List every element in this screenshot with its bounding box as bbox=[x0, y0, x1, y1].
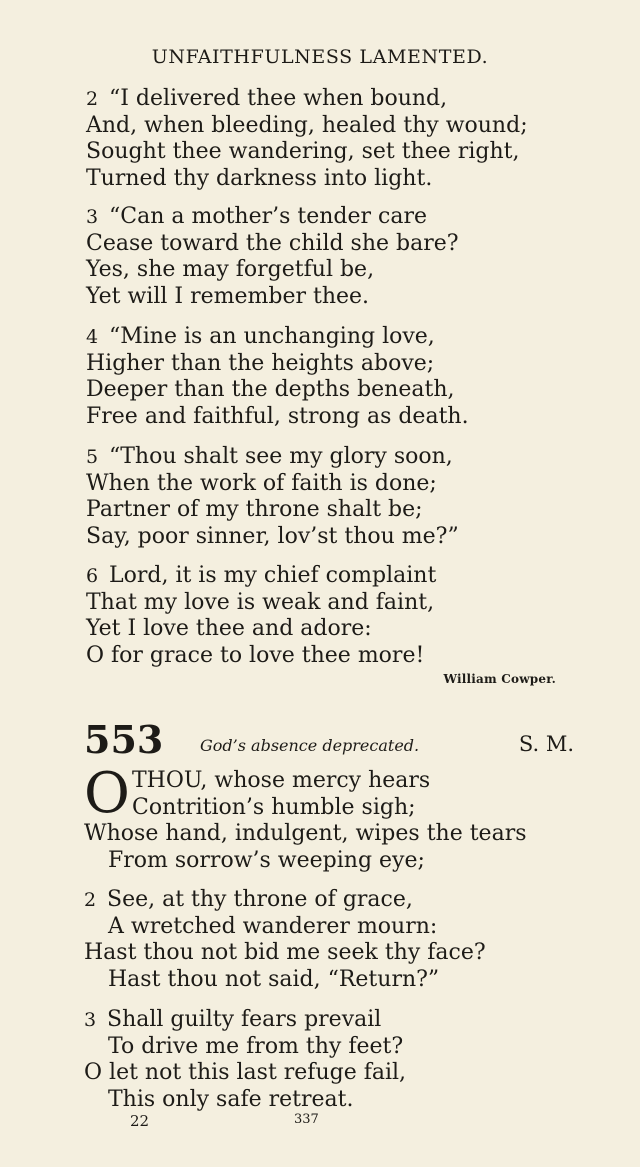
stanza-line: 5 “Thou shalt see my glory soon, bbox=[86, 444, 453, 469]
stanza-line: 2 See, at thy throne of grace, bbox=[84, 887, 413, 912]
stanza-line: This only safe retreat. bbox=[108, 1086, 354, 1112]
hymn-subject: God’s absence deprecated. bbox=[200, 736, 420, 755]
stanza-line: Say, poor sinner, lov’st thou me?” bbox=[86, 523, 459, 549]
stanza-number: 3 bbox=[86, 206, 99, 228]
stanza-6 bbox=[86, 563, 586, 669]
stanza-4 bbox=[86, 324, 586, 430]
stanza-number: 2 bbox=[84, 889, 97, 911]
stanza-line: To drive me from thy feet? bbox=[108, 1033, 404, 1059]
signature-mark: 22 bbox=[130, 1112, 150, 1130]
page-number: 337 bbox=[294, 1112, 319, 1127]
stanza-line: Partner of my throne shalt be; bbox=[86, 497, 423, 522]
stanza-number: 5 bbox=[86, 446, 99, 468]
stanza-line: Cease toward the child she bare? bbox=[86, 230, 459, 256]
hymn-number: 553 bbox=[84, 717, 164, 762]
stanza-line: Yes, she may forgetful be, bbox=[86, 257, 375, 282]
stanza-line: O let not this last refuge fail, bbox=[84, 1060, 407, 1085]
stanza-line: Higher than the heights above; bbox=[86, 350, 435, 376]
running-header: UNFAITHFULNESS LAMENTED. bbox=[151, 46, 489, 68]
stanza-line: Yet will I remember thee. bbox=[86, 283, 370, 309]
stanza-line: Contrition’s humble sigh; bbox=[132, 794, 416, 820]
stanza-number: 3 bbox=[84, 1009, 97, 1031]
stanza-line: 4 “Mine is an unchanging love, bbox=[86, 324, 435, 349]
stanza-3 bbox=[86, 204, 586, 310]
stanza-line: Hast thou not bid me seek thy face? bbox=[84, 940, 486, 965]
stanza-line: And, when bleeding, healed thy wound; bbox=[86, 112, 528, 138]
stanza-line: Whose hand, indulgent, wipes the tears bbox=[84, 821, 527, 846]
stanza-line: Free and faithful, strong as death. bbox=[86, 403, 469, 429]
stanza-line: Turned thy darkness into light. bbox=[86, 165, 433, 191]
stanza-line: Hast thou not said, “Return?” bbox=[108, 966, 440, 992]
stanza-line: Deeper than the depths beneath, bbox=[86, 377, 455, 402]
stanza-line: O for grace to love thee more! bbox=[86, 642, 425, 668]
stanza-number: 4 bbox=[86, 326, 99, 348]
stanza-line: 3 Shall guilty fears prevail bbox=[84, 1007, 382, 1032]
hymn-meter: S. M. bbox=[518, 732, 574, 756]
author-attribution: William Cowper. bbox=[443, 672, 556, 686]
stanza-line: THOU, whose mercy hears bbox=[132, 768, 431, 793]
stanza-line: 6 Lord, it is my chief complaint bbox=[86, 563, 437, 588]
hymn-stanza-3 bbox=[84, 1007, 584, 1113]
stanza-line: Sought thee wandering, set thee right, bbox=[86, 139, 520, 164]
stanza-line: That my love is weak and faint, bbox=[86, 589, 435, 615]
hymn-heading bbox=[84, 717, 574, 762]
stanza-number: 2 bbox=[86, 88, 99, 110]
stanza-2 bbox=[86, 86, 586, 192]
hymn-stanza-2 bbox=[84, 887, 584, 993]
stanza-5 bbox=[86, 444, 586, 550]
stanza-line: When the work of faith is done; bbox=[86, 470, 437, 496]
stanza-line: A wretched wanderer mourn: bbox=[108, 913, 438, 939]
stanza-number: 6 bbox=[86, 565, 99, 587]
stanza-line: Yet I love thee and adore: bbox=[86, 616, 372, 641]
stanza-line: 3 “Can a mother’s tender care bbox=[86, 204, 428, 229]
stanza-line: 2 “I delivered thee when bound, bbox=[86, 86, 448, 111]
stanza-line: From sorrow’s weeping eye; bbox=[108, 847, 425, 873]
drop-cap: O bbox=[84, 761, 130, 826]
